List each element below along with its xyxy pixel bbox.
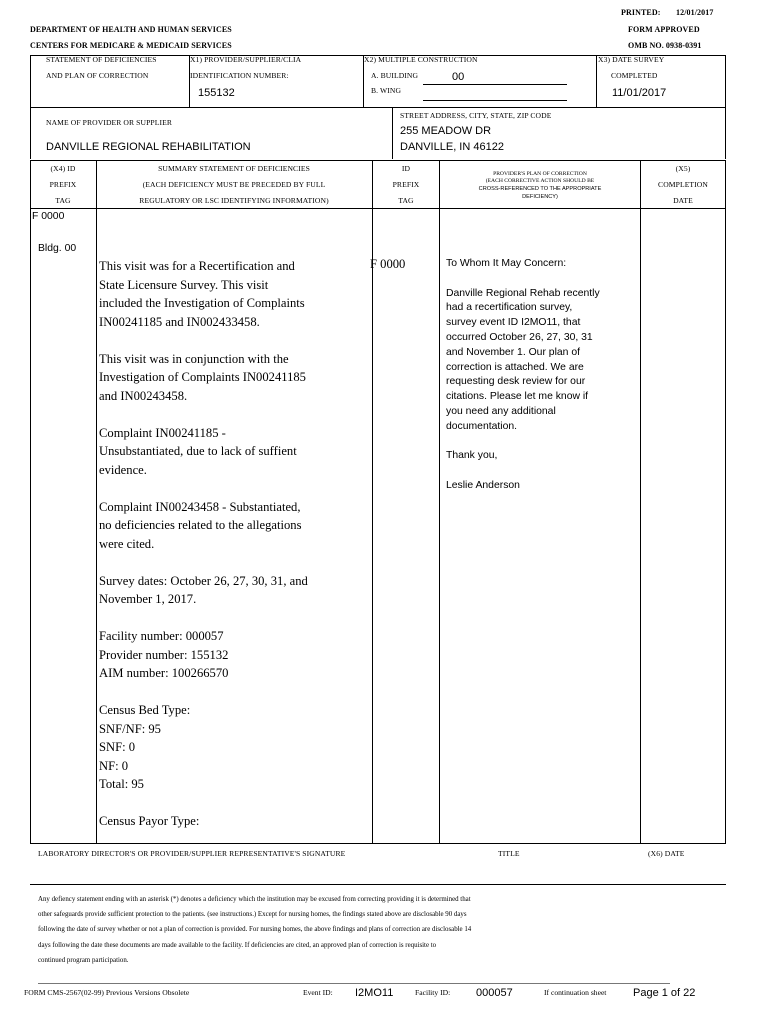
- event-id-value: I2MO11: [355, 987, 394, 999]
- summary-line: evidence.: [99, 462, 147, 477]
- summary-line: SNF: 0: [99, 740, 136, 754]
- plan-of-correction: [446, 257, 638, 494]
- right-tag: F 0000: [370, 257, 406, 271]
- disclaimer-line: following the date of survey whether or not a plan of correction is provided. For nursing homes, the above findings and plans of correction are disclosable 14: [38, 926, 472, 934]
- summary-line: Survey dates: October 26, 27, 30, 31, and: [99, 573, 308, 588]
- printed-date: 12/01/2017: [676, 8, 714, 17]
- x2-label: X2) MULTIPLE CONSTRUCTION: [364, 55, 478, 64]
- event-id-label: Event ID:: [303, 988, 333, 997]
- plan-line: and November 1. Our plan of: [446, 346, 580, 358]
- x4-header-1: (X4) ID: [50, 164, 76, 173]
- summary-line: Census Payor Type:: [99, 814, 200, 828]
- summary-header-3: REGULATORY OR LSC IDENTIFYING INFORMATION): [139, 196, 329, 205]
- plan-line: correction is attached. We are: [446, 361, 584, 373]
- provider-name-value: DANVILLE REGIONAL REHABILITATION: [46, 141, 251, 153]
- form-number: FORM CMS-2567(02-99) Previous Versions Obsolete: [24, 988, 190, 997]
- summary-line: [99, 479, 371, 498]
- date-label: (X6) DATE: [648, 849, 685, 858]
- summary-line: [99, 331, 371, 350]
- summary-line: were cited.: [99, 536, 155, 551]
- plan-line: Thank you,: [446, 450, 498, 462]
- plan-line: [446, 435, 638, 450]
- disclaimer: [38, 892, 718, 968]
- signature-label: LABORATORY DIRECTOR'S OR PROVIDER/SUPPLIER REPRESENTATIVE'S SIGNATURE: [38, 849, 346, 858]
- summary-line: Complaint IN00241185 -: [99, 425, 226, 440]
- id-header-3: TAG: [398, 196, 414, 205]
- form-approved: FORM APPROVED: [628, 25, 700, 34]
- summary-line: State Licensure Survey. This visit: [99, 277, 269, 292]
- summary-line: [99, 794, 371, 813]
- plan-line: [446, 272, 638, 287]
- summary-line: and IN00243458.: [99, 388, 188, 403]
- summary-header-2: (EACH DEFICIENCY MUST BE PRECEDED BY FULL: [142, 180, 326, 189]
- summary-header-1: SUMMARY STATEMENT OF DEFICIENCIES: [158, 164, 310, 173]
- plan-line: Leslie Anderson: [446, 479, 520, 491]
- page-number: Page 1 of 22: [633, 987, 696, 999]
- x5-header-3: DATE: [673, 196, 693, 205]
- printed-label: PRINTED:: [621, 8, 661, 17]
- summary-statement: [99, 257, 371, 831]
- wing-label: B. WING: [371, 86, 402, 95]
- summary-line: This visit was in conjunction with the: [99, 351, 289, 366]
- plan-line: Danville Regional Rehab recently: [446, 287, 600, 299]
- plan-line: documentation.: [446, 420, 518, 432]
- id-header-1: ID: [401, 164, 411, 173]
- plan-line: had a recertification survey,: [446, 302, 573, 314]
- summary-line: [99, 405, 371, 424]
- plan-header-1: PROVIDER'S PLAN OF CORRECTION: [493, 171, 587, 177]
- x3-label-1: X3) DATE SURVEY: [598, 55, 665, 64]
- summary-line: AIM number: 100266570: [99, 666, 229, 680]
- summary-line: included the Investigation of Complaints: [99, 296, 305, 310]
- summary-line: Complaint IN00243458 - Substantiated,: [99, 499, 301, 514]
- plan-line: survey event ID I2MO11, that: [446, 317, 581, 329]
- plan-header-2: (EACH CORRECTIVE ACTION SHOULD BE: [485, 178, 595, 184]
- summary-line: Census Bed Type:: [99, 703, 191, 717]
- address-line-1: 255 MEADOW DR: [400, 125, 492, 137]
- summary-line: no deficiencies related to the allegations: [99, 518, 302, 532]
- department-name: DEPARTMENT OF HEALTH AND HUMAN SERVICES: [30, 25, 232, 34]
- plan-line: you need any additional: [446, 405, 556, 417]
- plan-line: To Whom It May Concern:: [446, 258, 567, 269]
- summary-line: [99, 609, 371, 628]
- summary-line: November 1, 2017.: [99, 592, 197, 606]
- id-header-2: PREFIX: [392, 180, 420, 189]
- disclaimer-line: other safeguards provide sufficient protection to the patients. (see instructions.) Except for nursing homes, the findings stated above are disclosable 90 days: [38, 911, 467, 919]
- summary-line: NF: 0: [99, 758, 129, 773]
- x5-header-1: (X5): [675, 164, 691, 173]
- x4-header-2: PREFIX: [49, 180, 77, 189]
- disclaimer-line: Any defiency statement ending with an asterisk (*) denotes a deficiency which the institution may be excused from correcting providing it is determined that: [38, 896, 471, 903]
- disclaimer-line: continued program participation.: [38, 956, 129, 964]
- summary-line: [99, 553, 371, 572]
- centers-name: CENTERS FOR MEDICARE & MEDICAID SERVICES: [30, 41, 232, 50]
- building-tag: Bldg. 00: [38, 243, 77, 254]
- x1-label-2: IDENTIFICATION NUMBER:: [190, 71, 289, 80]
- plan-header-3: CROSS-REFERENCED TO THE APPROPRIATE: [478, 186, 602, 192]
- address-label: STREET ADDRESS, CITY, STATE, ZIP CODE: [400, 111, 552, 120]
- plan-line: citations. Please let me know if: [446, 391, 589, 403]
- disclaimer-line: days following the date these documents are made available to the facility. If deficiencies are cited, an approved plan of correction is requisite to: [38, 941, 437, 949]
- summary-line: Facility number: 000057: [99, 629, 224, 643]
- building-label: A. BUILDING: [371, 71, 419, 80]
- summary-line: IN00241185 and IN002433458.: [99, 314, 260, 329]
- summary-line: Total: 95: [99, 777, 144, 791]
- summary-line: Investigation of Complaints IN00241185: [99, 370, 306, 384]
- statement-label-1: STATEMENT OF DEFICIENCIES: [46, 55, 157, 64]
- x3-label-2: COMPLETED: [611, 71, 658, 80]
- x5-header-2: COMPLETION: [658, 180, 708, 189]
- facility-id-label: Facility ID:: [415, 988, 451, 997]
- provider-name-label: NAME OF PROVIDER OR SUPPLIER: [46, 118, 173, 127]
- statement-label-2: AND PLAN OF CORRECTION: [46, 71, 149, 80]
- facility-id-value: 000057: [476, 987, 513, 999]
- provider-id-value: 155132: [198, 87, 235, 99]
- summary-line: This visit was for a Recertification and: [99, 259, 295, 273]
- x4-header-3: TAG: [55, 196, 71, 205]
- summary-line: SNF/NF: 95: [99, 721, 161, 736]
- title-label: TITLE: [498, 849, 520, 858]
- x1-label-1: X1) PROVIDER/SUPPLIER/CLIA: [190, 55, 302, 64]
- summary-line: Provider number: 155132: [99, 647, 229, 662]
- plan-header-4: DEFICIENCY): [522, 194, 558, 200]
- address-line-2: DANVILLE, IN 46122: [400, 141, 504, 153]
- plan-line: occurred October 26, 27, 30, 31: [446, 331, 593, 343]
- plan-line: [446, 464, 638, 479]
- summary-line: [99, 683, 371, 702]
- building-value: 00: [452, 71, 465, 83]
- left-tag: F 0000: [32, 211, 65, 222]
- plan-line: requesting desk review for our: [446, 376, 586, 388]
- summary-line: Unsubstantiated, due to lack of suffient: [99, 444, 297, 458]
- survey-date-value: 11/01/2017: [612, 87, 667, 99]
- continuation-label: If continuation sheet: [544, 988, 607, 997]
- omb-number: OMB NO. 0938-0391: [628, 41, 702, 50]
